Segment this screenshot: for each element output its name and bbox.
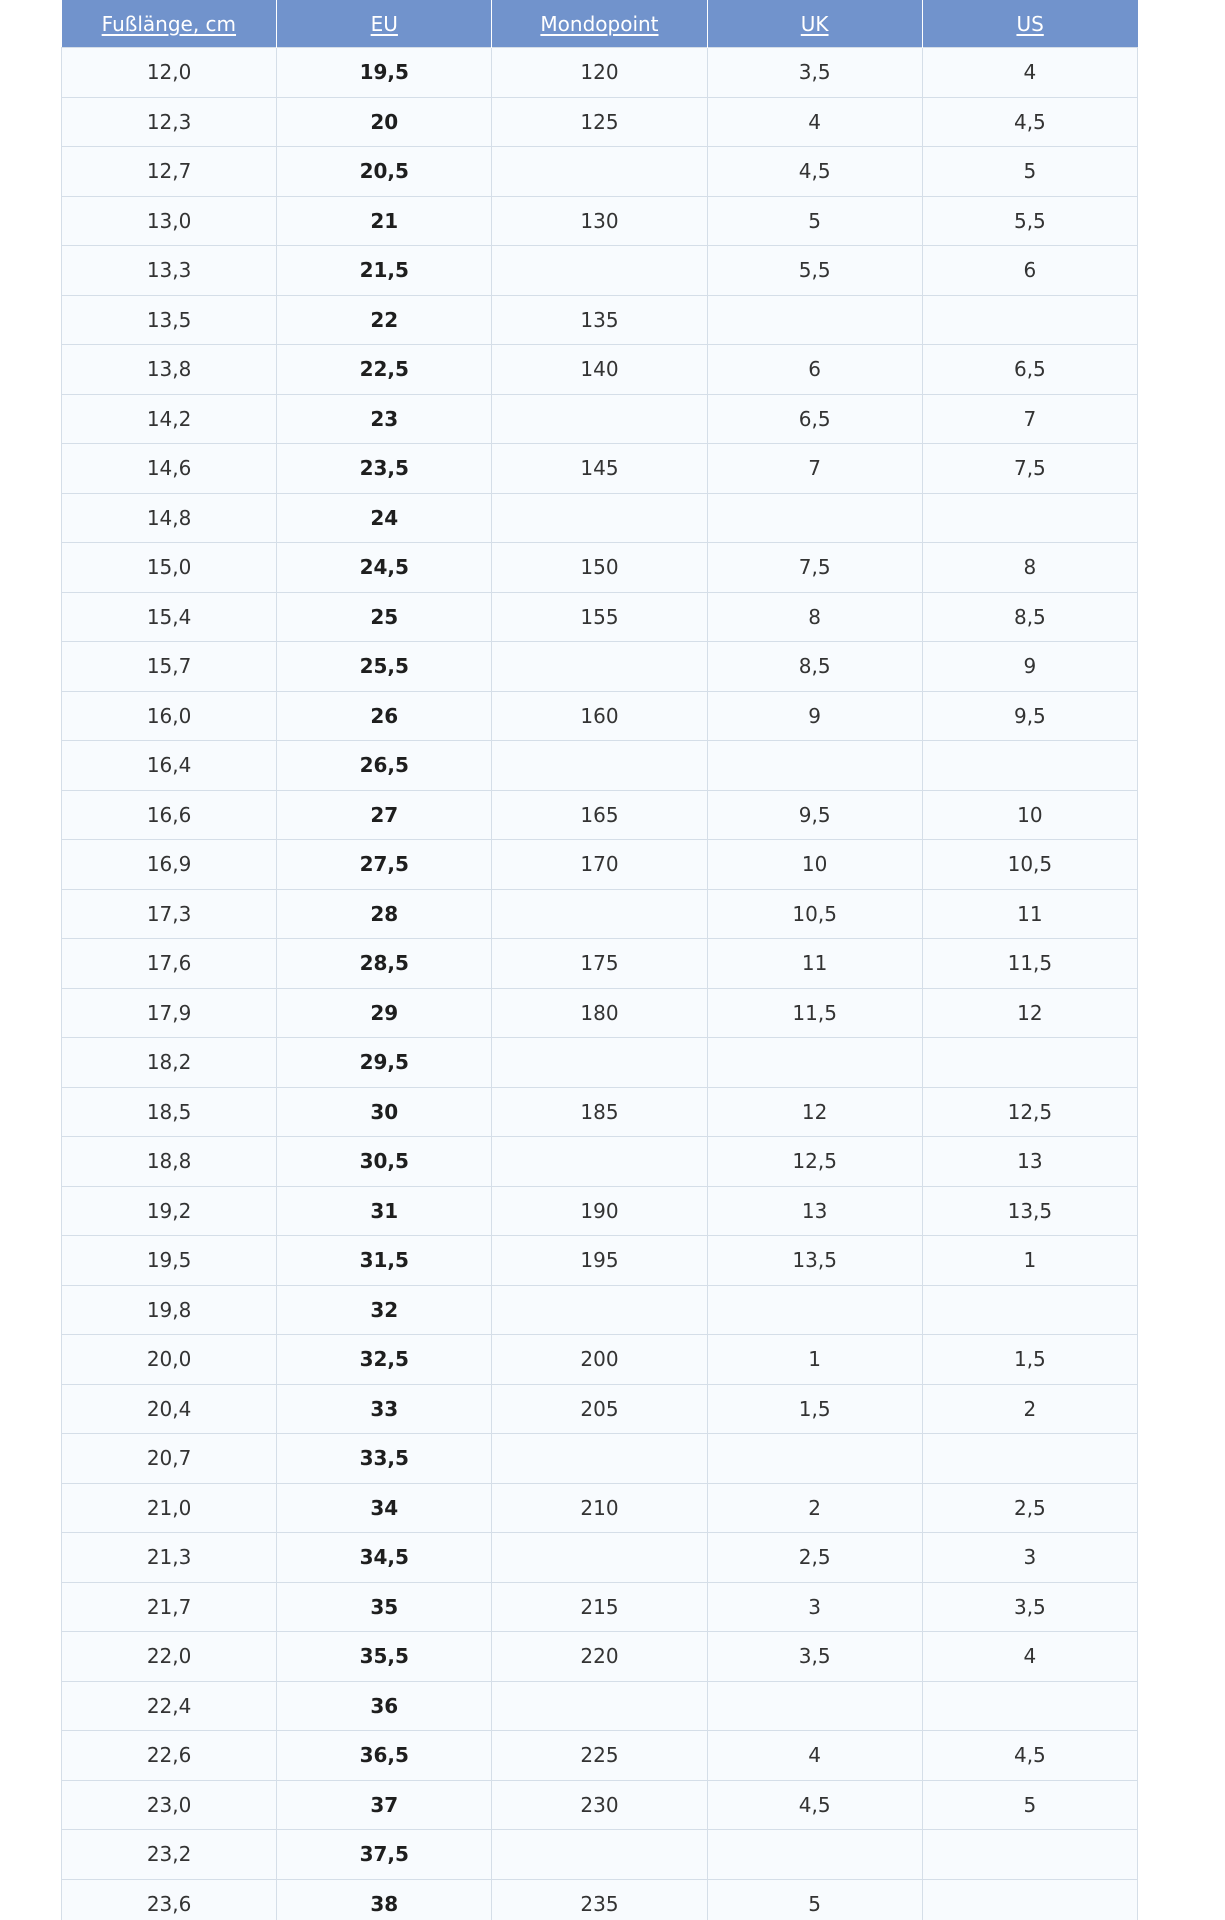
cell-mondopoint [492, 1533, 707, 1583]
cell-us [922, 1285, 1137, 1335]
cell-eu: 37 [277, 1780, 492, 1830]
cell-us: 8 [922, 543, 1137, 593]
table-row [62, 592, 1138, 642]
cell-us: 4,5 [922, 1731, 1137, 1781]
cell-mondopoint [492, 741, 707, 791]
cell-uk: 9 [707, 691, 922, 741]
cell-uk: 5 [707, 1879, 922, 1920]
cell-uk [707, 1830, 922, 1880]
table-body [62, 48, 1138, 1920]
cell-eu: 29 [277, 988, 492, 1038]
table-row [62, 147, 1138, 197]
cell-eu: 32 [277, 1285, 492, 1335]
cell-foot-length: 12,0 [62, 48, 277, 98]
table-row [62, 1632, 1138, 1682]
cell-eu: 33 [277, 1384, 492, 1434]
cell-eu: 21,5 [277, 246, 492, 296]
cell-foot-length: 21,7 [62, 1582, 277, 1632]
cell-uk [707, 741, 922, 791]
cell-us: 2,5 [922, 1483, 1137, 1533]
cell-uk: 5 [707, 196, 922, 246]
cell-us: 3,5 [922, 1582, 1137, 1632]
cell-foot-length: 15,7 [62, 642, 277, 692]
cell-mondopoint: 210 [492, 1483, 707, 1533]
cell-uk [707, 1434, 922, 1484]
cell-us: 13,5 [922, 1186, 1137, 1236]
cell-us: 4 [922, 1632, 1137, 1682]
cell-eu: 30 [277, 1087, 492, 1137]
cell-foot-length: 22,0 [62, 1632, 277, 1682]
cell-foot-length: 13,3 [62, 246, 277, 296]
cell-eu: 30,5 [277, 1137, 492, 1187]
cell-mondopoint [492, 1434, 707, 1484]
cell-us [922, 295, 1137, 345]
table-row [62, 1038, 1138, 1088]
cell-mondopoint: 120 [492, 48, 707, 98]
cell-uk: 13 [707, 1186, 922, 1236]
cell-uk [707, 1681, 922, 1731]
cell-uk: 11 [707, 939, 922, 989]
cell-uk: 9,5 [707, 790, 922, 840]
cell-eu: 35,5 [277, 1632, 492, 1682]
cell-mondopoint: 160 [492, 691, 707, 741]
cell-mondopoint [492, 1285, 707, 1335]
cell-uk: 10,5 [707, 889, 922, 939]
cell-foot-length: 22,6 [62, 1731, 277, 1781]
cell-foot-length: 13,5 [62, 295, 277, 345]
table-row [62, 246, 1138, 296]
cell-uk: 8,5 [707, 642, 922, 692]
cell-foot-length: 20,7 [62, 1434, 277, 1484]
cell-uk: 11,5 [707, 988, 922, 1038]
cell-foot-length: 23,2 [62, 1830, 277, 1880]
cell-mondopoint: 130 [492, 196, 707, 246]
cell-us: 7 [922, 394, 1137, 444]
cell-eu: 26 [277, 691, 492, 741]
cell-uk: 5,5 [707, 246, 922, 296]
cell-us: 7,5 [922, 444, 1137, 494]
cell-mondopoint: 180 [492, 988, 707, 1038]
cell-eu: 20,5 [277, 147, 492, 197]
cell-mondopoint: 170 [492, 840, 707, 890]
cell-foot-length: 21,3 [62, 1533, 277, 1583]
cell-mondopoint [492, 147, 707, 197]
cell-mondopoint: 150 [492, 543, 707, 593]
table-row [62, 741, 1138, 791]
cell-foot-length: 19,2 [62, 1186, 277, 1236]
cell-mondopoint: 175 [492, 939, 707, 989]
cell-uk: 4,5 [707, 1780, 922, 1830]
table-row [62, 889, 1138, 939]
cell-eu: 34,5 [277, 1533, 492, 1583]
cell-foot-length: 15,0 [62, 543, 277, 593]
cell-mondopoint [492, 889, 707, 939]
cell-uk: 3,5 [707, 48, 922, 98]
cell-us [922, 493, 1137, 543]
cell-eu: 19,5 [277, 48, 492, 98]
table-row [62, 790, 1138, 840]
cell-eu: 25,5 [277, 642, 492, 692]
cell-us: 2 [922, 1384, 1137, 1434]
cell-eu: 23,5 [277, 444, 492, 494]
cell-us [922, 1681, 1137, 1731]
table-row [62, 1236, 1138, 1286]
cell-foot-length: 17,3 [62, 889, 277, 939]
cell-uk: 3,5 [707, 1632, 922, 1682]
cell-eu: 29,5 [277, 1038, 492, 1088]
cell-mondopoint: 140 [492, 345, 707, 395]
cell-us [922, 741, 1137, 791]
cell-mondopoint [492, 246, 707, 296]
cell-uk: 10 [707, 840, 922, 890]
cell-eu: 34 [277, 1483, 492, 1533]
table-row [62, 1830, 1138, 1880]
cell-us: 4,5 [922, 97, 1137, 147]
cell-mondopoint: 125 [492, 97, 707, 147]
cell-foot-length: 14,6 [62, 444, 277, 494]
cell-eu: 24 [277, 493, 492, 543]
cell-uk: 8 [707, 592, 922, 642]
cell-eu: 31,5 [277, 1236, 492, 1286]
cell-mondopoint [492, 394, 707, 444]
cell-mondopoint: 155 [492, 592, 707, 642]
cell-foot-length: 22,4 [62, 1681, 277, 1731]
cell-eu: 22 [277, 295, 492, 345]
cell-uk: 6,5 [707, 394, 922, 444]
table-row [62, 988, 1138, 1038]
cell-us [922, 1879, 1137, 1920]
cell-uk: 6 [707, 345, 922, 395]
cell-us: 9,5 [922, 691, 1137, 741]
cell-us [922, 1434, 1137, 1484]
cell-eu: 21 [277, 196, 492, 246]
cell-foot-length: 16,9 [62, 840, 277, 890]
column-header-eu[interactable]: EU [277, 0, 492, 48]
cell-us: 9 [922, 642, 1137, 692]
shoe-size-table [61, 0, 1138, 1920]
cell-eu: 24,5 [277, 543, 492, 593]
cell-us: 6 [922, 246, 1137, 296]
table-row [62, 345, 1138, 395]
cell-foot-length: 13,0 [62, 196, 277, 246]
table-row [62, 1582, 1138, 1632]
cell-eu: 32,5 [277, 1335, 492, 1385]
cell-eu: 22,5 [277, 345, 492, 395]
cell-us: 3 [922, 1533, 1137, 1583]
cell-us: 4 [922, 48, 1137, 98]
table-row [62, 1731, 1138, 1781]
cell-eu: 27 [277, 790, 492, 840]
table-row [62, 1434, 1138, 1484]
table-row [62, 444, 1138, 494]
cell-foot-length: 16,6 [62, 790, 277, 840]
table-row [62, 1533, 1138, 1583]
column-header-foot-length[interactable]: Fußlänge, cm [62, 0, 277, 48]
cell-mondopoint [492, 642, 707, 692]
cell-us [922, 1830, 1137, 1880]
cell-us: 12 [922, 988, 1137, 1038]
table-row [62, 196, 1138, 246]
cell-uk: 4,5 [707, 147, 922, 197]
table-header [62, 0, 1138, 48]
table-row [62, 1087, 1138, 1137]
cell-uk: 3 [707, 1582, 922, 1632]
cell-us: 10 [922, 790, 1137, 840]
cell-us: 1 [922, 1236, 1137, 1286]
cell-foot-length: 18,2 [62, 1038, 277, 1088]
table-row [62, 48, 1138, 98]
cell-uk: 4 [707, 97, 922, 147]
cell-eu: 33,5 [277, 1434, 492, 1484]
cell-mondopoint: 215 [492, 1582, 707, 1632]
table-header-row [62, 0, 1138, 48]
table-row [62, 1681, 1138, 1731]
cell-foot-length: 16,0 [62, 691, 277, 741]
cell-foot-length: 15,4 [62, 592, 277, 642]
table-row [62, 543, 1138, 593]
cell-mondopoint [492, 1681, 707, 1731]
table-row [62, 1335, 1138, 1385]
cell-mondopoint: 205 [492, 1384, 707, 1434]
cell-uk [707, 295, 922, 345]
cell-foot-length: 12,3 [62, 97, 277, 147]
cell-foot-length: 18,5 [62, 1087, 277, 1137]
column-header-us[interactable]: US [922, 0, 1137, 48]
cell-mondopoint: 220 [492, 1632, 707, 1682]
table-row [62, 394, 1138, 444]
table-row [62, 840, 1138, 890]
cell-mondopoint: 200 [492, 1335, 707, 1385]
table-row [62, 493, 1138, 543]
cell-mondopoint [492, 493, 707, 543]
cell-mondopoint: 185 [492, 1087, 707, 1137]
cell-mondopoint [492, 1830, 707, 1880]
table-row [62, 1384, 1138, 1434]
cell-us: 6,5 [922, 345, 1137, 395]
cell-uk: 12 [707, 1087, 922, 1137]
cell-mondopoint: 195 [492, 1236, 707, 1286]
cell-eu: 25 [277, 592, 492, 642]
cell-uk [707, 1285, 922, 1335]
cell-uk [707, 493, 922, 543]
cell-us: 10,5 [922, 840, 1137, 890]
cell-eu: 37,5 [277, 1830, 492, 1880]
cell-uk: 2 [707, 1483, 922, 1533]
cell-mondopoint: 235 [492, 1879, 707, 1920]
cell-mondopoint: 230 [492, 1780, 707, 1830]
cell-uk: 7,5 [707, 543, 922, 593]
cell-us: 5 [922, 1780, 1137, 1830]
cell-uk: 12,5 [707, 1137, 922, 1187]
cell-foot-length: 13,8 [62, 345, 277, 395]
cell-foot-length: 20,4 [62, 1384, 277, 1434]
cell-mondopoint: 135 [492, 295, 707, 345]
table-row [62, 1137, 1138, 1187]
table-row [62, 1780, 1138, 1830]
cell-us: 5 [922, 147, 1137, 197]
table-row [62, 1879, 1138, 1920]
column-header-uk[interactable]: UK [707, 0, 922, 48]
cell-foot-length: 17,6 [62, 939, 277, 989]
cell-foot-length: 20,0 [62, 1335, 277, 1385]
table-row [62, 939, 1138, 989]
cell-eu: 38 [277, 1879, 492, 1920]
cell-foot-length: 18,8 [62, 1137, 277, 1187]
cell-us: 11 [922, 889, 1137, 939]
cell-uk: 2,5 [707, 1533, 922, 1583]
cell-eu: 28 [277, 889, 492, 939]
cell-mondopoint: 225 [492, 1731, 707, 1781]
cell-us: 8,5 [922, 592, 1137, 642]
cell-uk: 4 [707, 1731, 922, 1781]
cell-uk [707, 1038, 922, 1088]
cell-eu: 20 [277, 97, 492, 147]
cell-foot-length: 21,0 [62, 1483, 277, 1533]
cell-eu: 31 [277, 1186, 492, 1236]
cell-us: 13 [922, 1137, 1137, 1187]
cell-eu: 35 [277, 1582, 492, 1632]
cell-foot-length: 23,6 [62, 1879, 277, 1920]
table-row [62, 1483, 1138, 1533]
cell-uk: 1 [707, 1335, 922, 1385]
cell-foot-length: 23,0 [62, 1780, 277, 1830]
cell-us: 1,5 [922, 1335, 1137, 1385]
cell-eu: 23 [277, 394, 492, 444]
cell-us [922, 1038, 1137, 1088]
cell-mondopoint [492, 1038, 707, 1088]
cell-eu: 36,5 [277, 1731, 492, 1781]
cell-mondopoint: 145 [492, 444, 707, 494]
cell-mondopoint: 165 [492, 790, 707, 840]
table-row [62, 691, 1138, 741]
cell-us: 5,5 [922, 196, 1137, 246]
cell-mondopoint: 190 [492, 1186, 707, 1236]
cell-mondopoint [492, 1137, 707, 1187]
table-row [62, 97, 1138, 147]
cell-us: 11,5 [922, 939, 1137, 989]
cell-eu: 26,5 [277, 741, 492, 791]
cell-foot-length: 14,8 [62, 493, 277, 543]
table-row [62, 642, 1138, 692]
cell-uk: 7 [707, 444, 922, 494]
cell-uk: 1,5 [707, 1384, 922, 1434]
cell-foot-length: 17,9 [62, 988, 277, 1038]
cell-foot-length: 19,8 [62, 1285, 277, 1335]
cell-us: 12,5 [922, 1087, 1137, 1137]
cell-eu: 36 [277, 1681, 492, 1731]
cell-foot-length: 12,7 [62, 147, 277, 197]
table-row [62, 295, 1138, 345]
cell-foot-length: 16,4 [62, 741, 277, 791]
cell-eu: 28,5 [277, 939, 492, 989]
cell-foot-length: 14,2 [62, 394, 277, 444]
table-row [62, 1186, 1138, 1236]
cell-eu: 27,5 [277, 840, 492, 890]
cell-foot-length: 19,5 [62, 1236, 277, 1286]
table-row [62, 1285, 1138, 1335]
column-header-mondopoint[interactable]: Mondopoint [492, 0, 707, 48]
cell-uk: 13,5 [707, 1236, 922, 1286]
